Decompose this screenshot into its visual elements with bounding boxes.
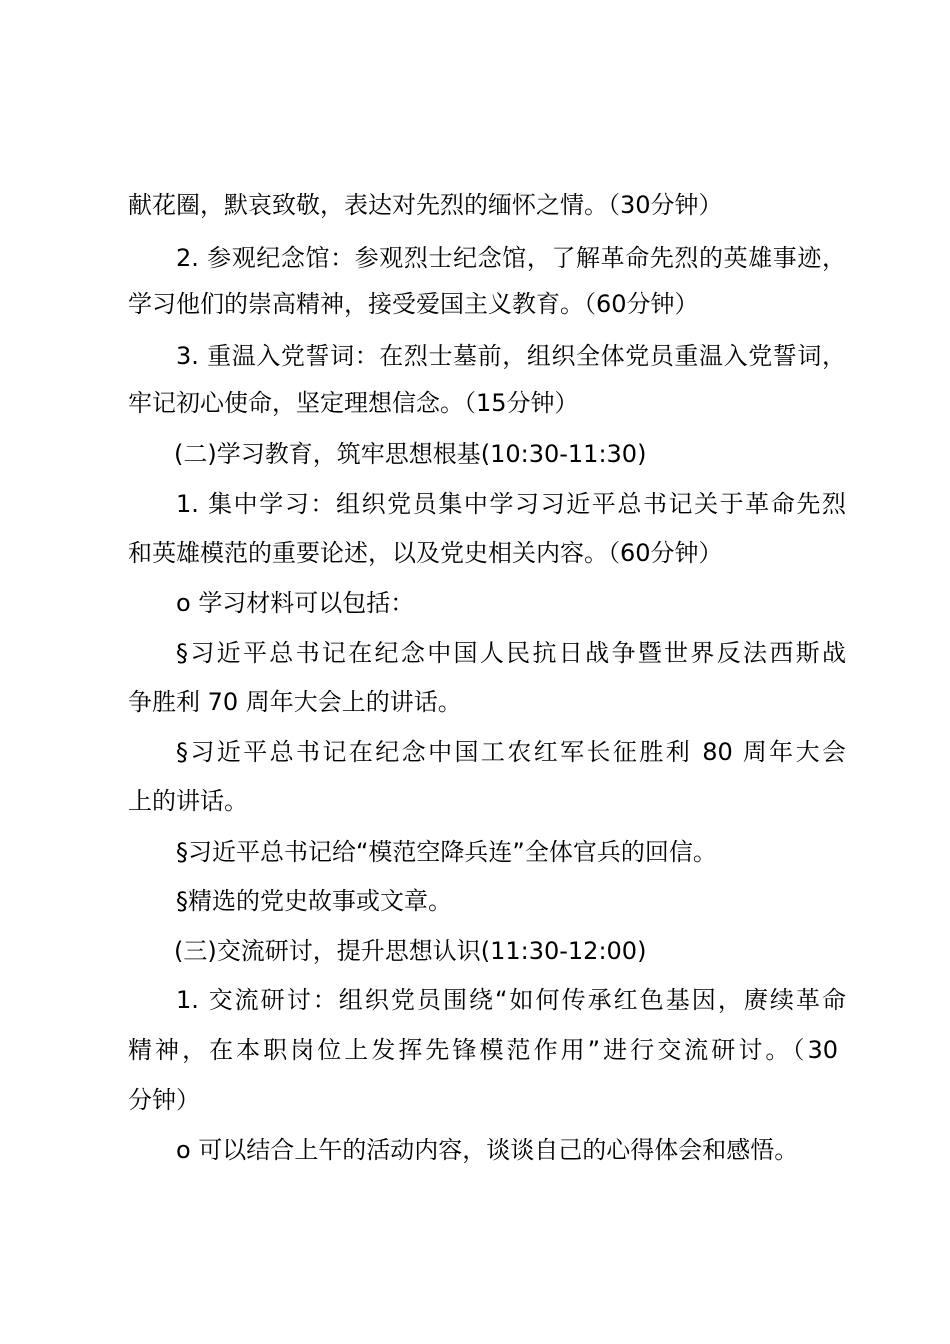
list-bullet-line: o 学习材料可以包括： bbox=[176, 589, 415, 617]
section-heading: (三)交流研讨，提升思想认识(11:30-12:00) bbox=[174, 937, 647, 965]
paragraph-line: 献花圈，默哀致敬，表达对先烈的缅怀之情。（30分钟） bbox=[128, 191, 723, 219]
list-item-line: 争胜利 70 周年大会上的讲话。 bbox=[128, 688, 462, 716]
paragraph-line: 学习他们的崇高精神，接受爱国主义教育。（60分钟） bbox=[128, 290, 699, 318]
paragraph-line: 3. 重温入党誓词：在烈士墓前，组织全体党员重温入党誓词， bbox=[176, 342, 846, 370]
paragraph-line: 2. 参观纪念馆：参观烈士纪念馆，了解革命先烈的英雄事迹， bbox=[176, 244, 846, 272]
paragraph-line: 分钟） bbox=[128, 1086, 200, 1114]
list-item-line: 上的讲话。 bbox=[128, 787, 248, 815]
paragraph-line: 牢记初心使命，坚定理想信念。（15分钟） bbox=[128, 389, 579, 417]
section-heading: (二)学习教育，筑牢思想根基(10:30-11:30) bbox=[174, 440, 647, 468]
list-item-line: §习近平总书记在纪念中国人民抗日战争暨世界反法西斯战 bbox=[176, 639, 846, 667]
list-item-line: §习近平总书记给“模范空降兵连”全体官兵的回信。 bbox=[176, 838, 717, 866]
list-item-line: §习近平总书记在纪念中国工农红军长征胜利 80 周年大会 bbox=[176, 738, 846, 766]
list-item-line: §精选的党史故事或文章。 bbox=[176, 887, 452, 915]
paragraph-line: 和英雄模范的重要论述，以及党史相关内容。（60分钟） bbox=[128, 539, 723, 567]
paragraph-line: 精神，在本职岗位上发挥先锋模范作用”进行交流研讨。（30 bbox=[128, 1036, 838, 1064]
list-bullet-line: o 可以结合上午的活动内容，谈谈自己的心得体会和感悟。 bbox=[176, 1136, 799, 1164]
paragraph-line: 1. 交流研讨：组织党员围绕“如何传承红色基因，赓续革命 bbox=[176, 986, 846, 1014]
paragraph-line: 1. 集中学习：组织党员集中学习习近平总书记关于革命先烈 bbox=[176, 490, 846, 518]
